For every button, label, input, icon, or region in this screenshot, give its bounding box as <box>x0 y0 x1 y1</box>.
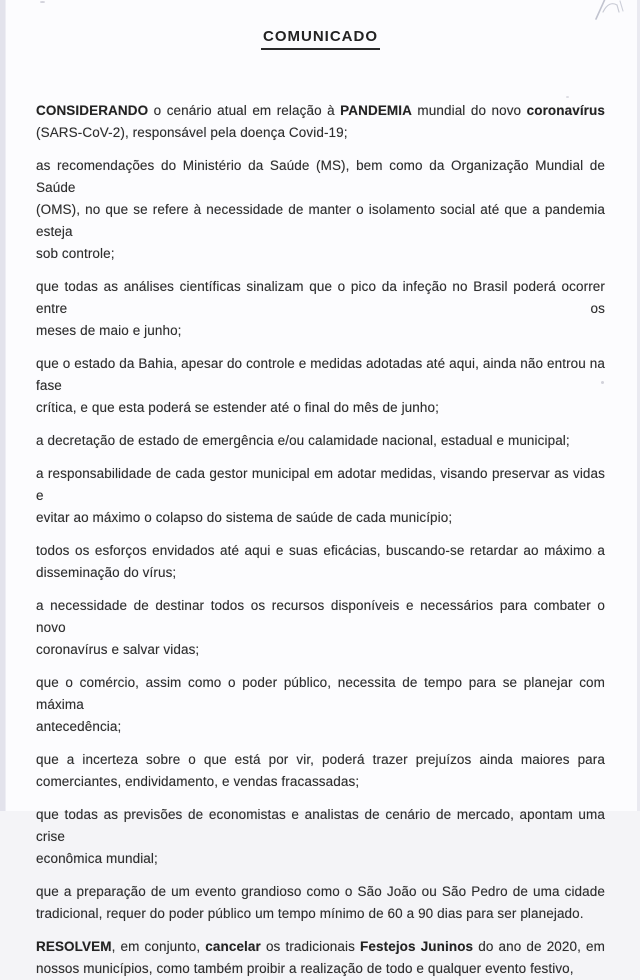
text-line: sob controle; <box>36 246 115 261</box>
text-line: a necessidade de destinar todos os recursos disponíveis e necessários para combater o novo <box>36 598 605 635</box>
text-line: tradicional, requer do poder público um tempo mínimo de 60 a 90 dias para ser planejado. <box>36 906 584 921</box>
document-paragraph <box>36 881 605 925</box>
text-line: (OMS), no que se refere à necessidade de manter o isolamento social até que a pandemia esteja <box>36 202 605 239</box>
text-line: as recomendações do Ministério da Saúde (MS), bem como da Organização Mundial de Saúde <box>36 158 605 195</box>
text-line: que a incerteza sobre o que está por vir, poderá trazer prejuízos ainda maiores para <box>36 752 605 767</box>
document-paragraph <box>36 430 605 452</box>
text-line: CONSIDERANDO o cenário atual em relação à PANDEMIA mundial do novo coronavírus <box>36 103 605 118</box>
text-line: que a preparação de um evento grandioso como o São João ou São Pedro de uma cidade <box>36 884 605 899</box>
page-title <box>36 27 605 50</box>
page-title-text: COMUNICADO <box>261 27 380 50</box>
text-line: a responsabilidade de cada gestor municipal em adotar medidas, visando preservar as vidas e <box>36 466 605 503</box>
document-paragraph <box>36 749 605 793</box>
document-paragraph <box>36 540 605 584</box>
document-paragraph <box>36 804 605 870</box>
text-line: crítica, e que esta poderá se estender até o final do mês de junho; <box>36 400 439 415</box>
document-body <box>36 100 605 980</box>
text-line: econômica mundial; <box>36 851 158 866</box>
text-line: comerciantes, endividamento, e vendas fracassadas; <box>36 774 360 789</box>
text-line: evitar ao máximo o colapso do sistema de saúde de cada município; <box>36 510 453 525</box>
text-line: que todas as análises científicas sinalizam que o pico da infeção no Brasil poderá ocorrer entre os <box>36 279 605 316</box>
text-line: que o comércio, assim como o poder público, necessita de tempo para se planejar com máxima <box>36 675 605 712</box>
text-line: nossos municípios, como também proibir a realização de todo e qualquer evento festivo, <box>36 961 574 976</box>
text-line: meses de maio e junho; <box>36 323 182 338</box>
document-paragraph <box>36 672 605 738</box>
document-paragraph <box>36 353 605 419</box>
text-line: disseminação do vírus; <box>36 565 177 580</box>
text-line: que o estado da Bahia, apesar do controle e medidas adotadas até aqui, ainda não entrou na fase <box>36 356 605 393</box>
document-paragraph <box>36 595 605 661</box>
text-line: (SARS-CoV-2), responsável pela doença Covid-19; <box>36 125 348 140</box>
document-paragraph <box>36 463 605 529</box>
text-line: todos os esforços envidados até aqui e suas eficácias, buscando-se retardar ao máximo a <box>36 543 605 558</box>
text-line: antecedência; <box>36 719 122 734</box>
document-paragraph <box>36 936 605 980</box>
text-line: que todas as previsões de economistas e analistas de cenário de mercado, apontam uma crise <box>36 807 605 844</box>
text-line: RESOLVEM, em conjunto, cancelar os tradicionais Festejos Juninos do ano de 2020, em <box>36 939 606 954</box>
document-paragraph <box>36 155 605 265</box>
text-line: a decretação de estado de emergência e/ou calamidade nacional, estadual e municipal; <box>36 433 570 448</box>
document-paragraph <box>36 100 605 144</box>
document-paragraph <box>36 276 605 342</box>
text-line: coronavírus e salvar vidas; <box>36 642 200 657</box>
